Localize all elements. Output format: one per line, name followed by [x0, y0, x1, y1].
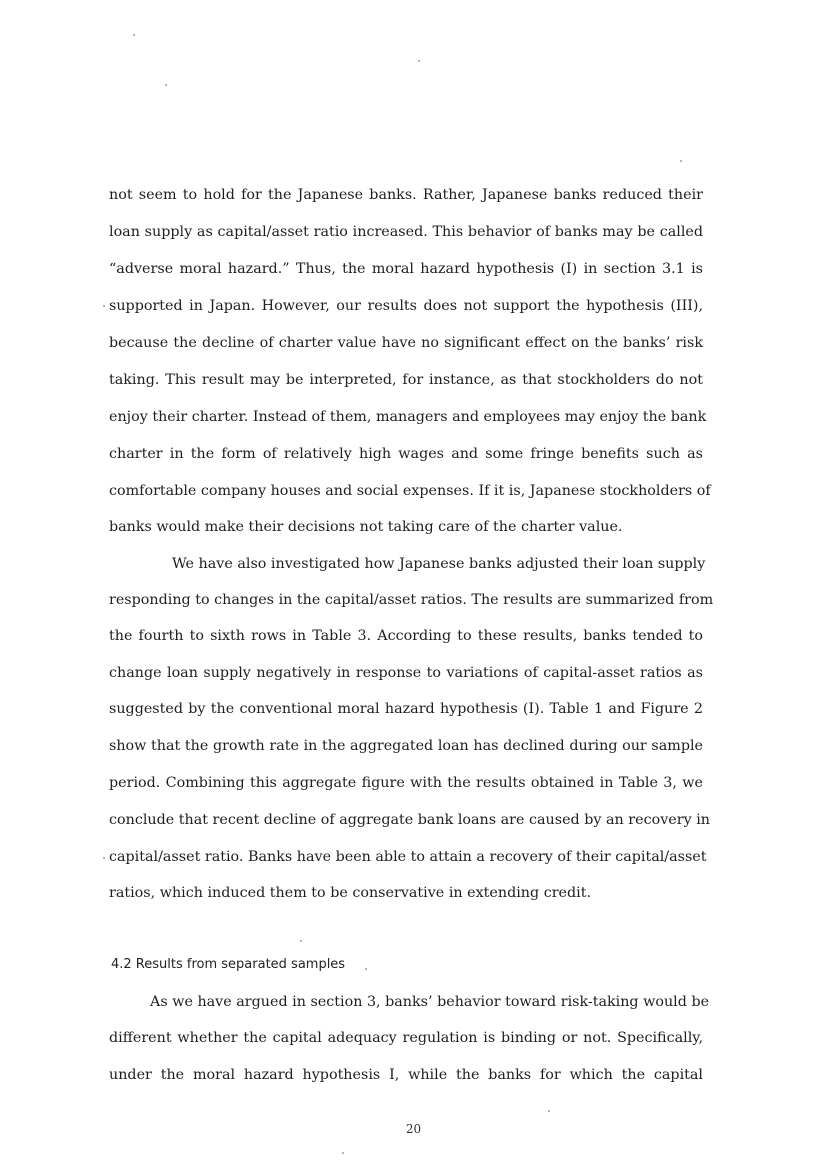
text-line: conclude that recent decline of aggregate bank loans are caused by an recovery in — [109, 812, 710, 828]
section-heading: 4.2 Results from separated samples — [111, 957, 346, 972]
text-line: responding to changes in the capital/asset ratios. The results are summarized from — [109, 592, 714, 608]
text-line: different whether the capital adequacy regulation is binding or not. Specifically, — [109, 1030, 703, 1046]
text-line: the fourth to sixth rows in Table 3. According to these results, banks tended to — [109, 628, 703, 644]
text-line: comfortable company houses and social expenses. If it is, Japanese stockholders of — [109, 483, 711, 499]
text-line: “adverse moral hazard.” Thus, the moral hazard hypothesis (I) in section 3.1 is — [109, 261, 703, 277]
text-line: change loan supply negatively in response to variations of capital-asset ratios as — [109, 665, 703, 681]
text-line: supported in Japan. However, our results does not support the hypothesis (III), — [109, 298, 703, 314]
text-line: period. Combining this aggregate figure with the results obtained in Table 3, we — [109, 775, 703, 791]
text-line: not seem to hold for the Japanese banks. Rather, Japanese banks reduced their — [109, 187, 703, 203]
scan-speck — [103, 305, 105, 307]
text-line: because the decline of charter value have no significant effect on the banks’ risk — [109, 335, 703, 351]
scan-speck — [300, 940, 302, 942]
text-line: under the moral hazard hypothesis I, while the banks for which the capital — [109, 1067, 703, 1083]
text-line: charter in the form of relatively high wages and some fringe benefits such as — [109, 446, 703, 462]
text-line: enjoy their charter. Instead of them, managers and employees may enjoy the bank — [109, 409, 707, 425]
text-line: capital/asset ratio. Banks have been able to attain a recovery of their capital/asset — [109, 849, 707, 865]
scan-speck — [133, 34, 135, 36]
text-line: taking. This result may be interpreted, for instance, as that stockholders do not — [109, 372, 703, 388]
scan-speck — [418, 60, 420, 62]
scan-speck — [165, 84, 167, 86]
text-line: loan supply as capital/asset ratio increased. This behavior of banks may be called — [109, 224, 703, 240]
text-line: ratios, which induced them to be conservative in extending credit. — [109, 885, 592, 901]
scan-speck — [680, 160, 682, 162]
text-line: show that the growth rate in the aggregated loan has declined during our sample — [109, 738, 703, 754]
text-line: As we have argued in section 3, banks’ behavior toward risk-taking would be — [150, 994, 710, 1010]
scan-speck — [103, 857, 105, 859]
text-line: banks would make their decisions not taking care of the charter value. — [109, 519, 623, 535]
text-line: We have also investigated how Japanese banks adjusted their loan supply — [172, 556, 706, 572]
scan-speck — [342, 1152, 344, 1154]
scan-speck — [365, 968, 367, 970]
page-number: 20 — [405, 1122, 422, 1136]
scan-speck — [548, 1110, 550, 1112]
text-line: suggested by the conventional moral hazard hypothesis (I). Table 1 and Figure 2 — [109, 701, 703, 717]
